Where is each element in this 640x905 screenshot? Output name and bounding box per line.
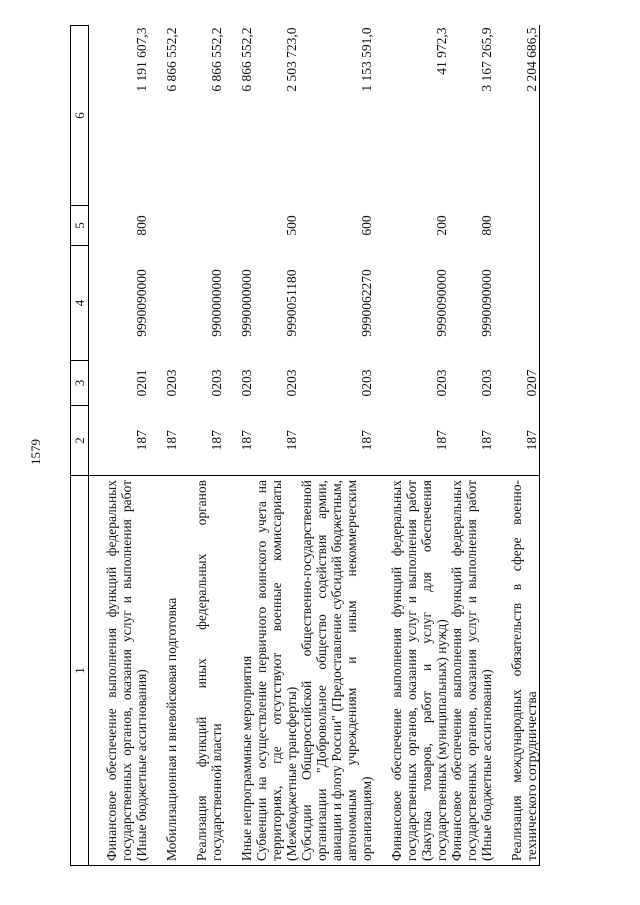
col-5-cell: 800 [479, 215, 494, 236]
col-4-cell: 9900000000 [209, 269, 224, 337]
col-4-cell: 9990090000 [479, 269, 494, 337]
col-2-cell: 187 [359, 430, 374, 451]
row-name-cell: Субвенции на осуществление первичного воинского учета на территориях, где отсутствуют военные комиссариаты (Межбюджетные трансферты) [254, 476, 299, 866]
col-4-cell: 9990090000 [134, 269, 149, 337]
table-row [149, 26, 179, 866]
header-col-6: 6 [71, 26, 89, 206]
col-6-cell: 6 866 552,2 [239, 27, 254, 92]
table-row [254, 26, 299, 866]
col-2-cell: 187 [434, 430, 449, 451]
col-5-cell [149, 206, 179, 246]
table-row [449, 26, 494, 866]
row-name-cell: Иные непрограммные мероприятия [224, 476, 254, 866]
col-3-cell: 0203 [164, 369, 179, 397]
col-3-cell: 0203 [239, 369, 254, 397]
col-6-cell: 41 972,3 [434, 27, 449, 75]
header-row [71, 26, 89, 866]
col-5-cell [179, 206, 224, 246]
row-name-cell: Финансовое обеспечение выполнения функций федеральных государственных органов, оказания услуг и выполнения работ (Иные бюджетные ассигнования) [449, 476, 494, 866]
row-name-cell: Реализация функций иных федеральных органов государственной власти [179, 476, 224, 866]
col-2-cell: 187 [284, 430, 299, 451]
col-5-cell: 600 [359, 215, 374, 236]
col-4-cell: 9990090000 [434, 269, 449, 337]
header-col-2: 2 [71, 406, 89, 476]
col-2-cell: 187 [164, 430, 179, 451]
header-col-4: 4 [71, 246, 89, 361]
col-2-cell: 187 [209, 430, 224, 451]
col-5-cell [494, 206, 540, 246]
table-row [494, 26, 540, 866]
col-6-cell: 6 866 552,2 [164, 27, 179, 92]
col-3-cell: 0201 [134, 369, 149, 397]
budget-table-rotated [70, 26, 622, 866]
col-6-cell: 2 503 723,0 [284, 27, 299, 92]
col-3-cell: 0203 [209, 369, 224, 397]
row-name-cell: Реализация международных обязательств в сфере военно-технического сотрудничества [494, 476, 540, 866]
col-6-cell: 2 204 686,5 [494, 26, 540, 206]
col-6-cell: 3 167 265,9 [479, 27, 494, 92]
header-col-3: 3 [71, 361, 89, 406]
col-3-cell: 0203 [284, 369, 299, 397]
col-6-cell: 1 191 607,3 [134, 27, 149, 92]
col-3-cell: 0207 [494, 361, 540, 406]
col-3-cell: 0203 [359, 369, 374, 397]
col-4-cell: 9990000000 [239, 269, 254, 337]
row-name-cell: Субсидии Общероссийской общественно-государственной организации "Добровольное общество содействия армии, авиации и флоту России" (Предоставление субсидий бюджетным, автономным учреждениям и иным некоммерческим организациям) [299, 476, 374, 866]
col-5-cell: 200 [434, 215, 449, 236]
col-4-cell: 9990062270 [359, 269, 374, 337]
col-6-cell: 1 153 591,0 [359, 27, 374, 92]
row-name-cell: Финансовое обеспечение выполнения функций федеральных государственных органов, оказания услуг и выполнения работ (Иные бюджетные ассигнования) [89, 476, 150, 866]
col-2-cell: 187 [239, 430, 254, 451]
col-4-cell [149, 246, 179, 361]
table-row [89, 26, 150, 866]
col-3-cell: 0203 [479, 369, 494, 397]
col-2-cell: 187 [134, 430, 149, 451]
col-4-cell: 9990051180 [284, 269, 299, 337]
col-2-cell: 187 [479, 430, 494, 451]
col-3-cell: 0203 [434, 369, 449, 397]
col-5-cell: 800 [134, 215, 149, 236]
col-4-cell [494, 246, 540, 361]
table-row [224, 26, 254, 866]
page-number: 1579 [28, 439, 43, 465]
col-5-cell: 500 [284, 215, 299, 236]
col-5-cell [224, 206, 254, 246]
row-name-cell: Финансовое обеспечение выполнения функций федеральных государственных органов, оказания услуг и выполнения работ (Закупка товаров, работ и услуг для обеспечения государственных (муниципальных) нужд) [374, 476, 449, 866]
col-2-cell: 187 [494, 406, 540, 476]
row-name-cell: Мобилизационная и вневойсковая подготовка [149, 476, 179, 866]
table-row [179, 26, 224, 866]
budget-table [70, 25, 540, 866]
col-6-cell: 6 866 552,2 [209, 27, 224, 92]
table-row [299, 26, 374, 866]
header-col-1: 1 [71, 476, 89, 866]
table-row [374, 26, 449, 866]
header-col-5: 5 [71, 206, 89, 246]
